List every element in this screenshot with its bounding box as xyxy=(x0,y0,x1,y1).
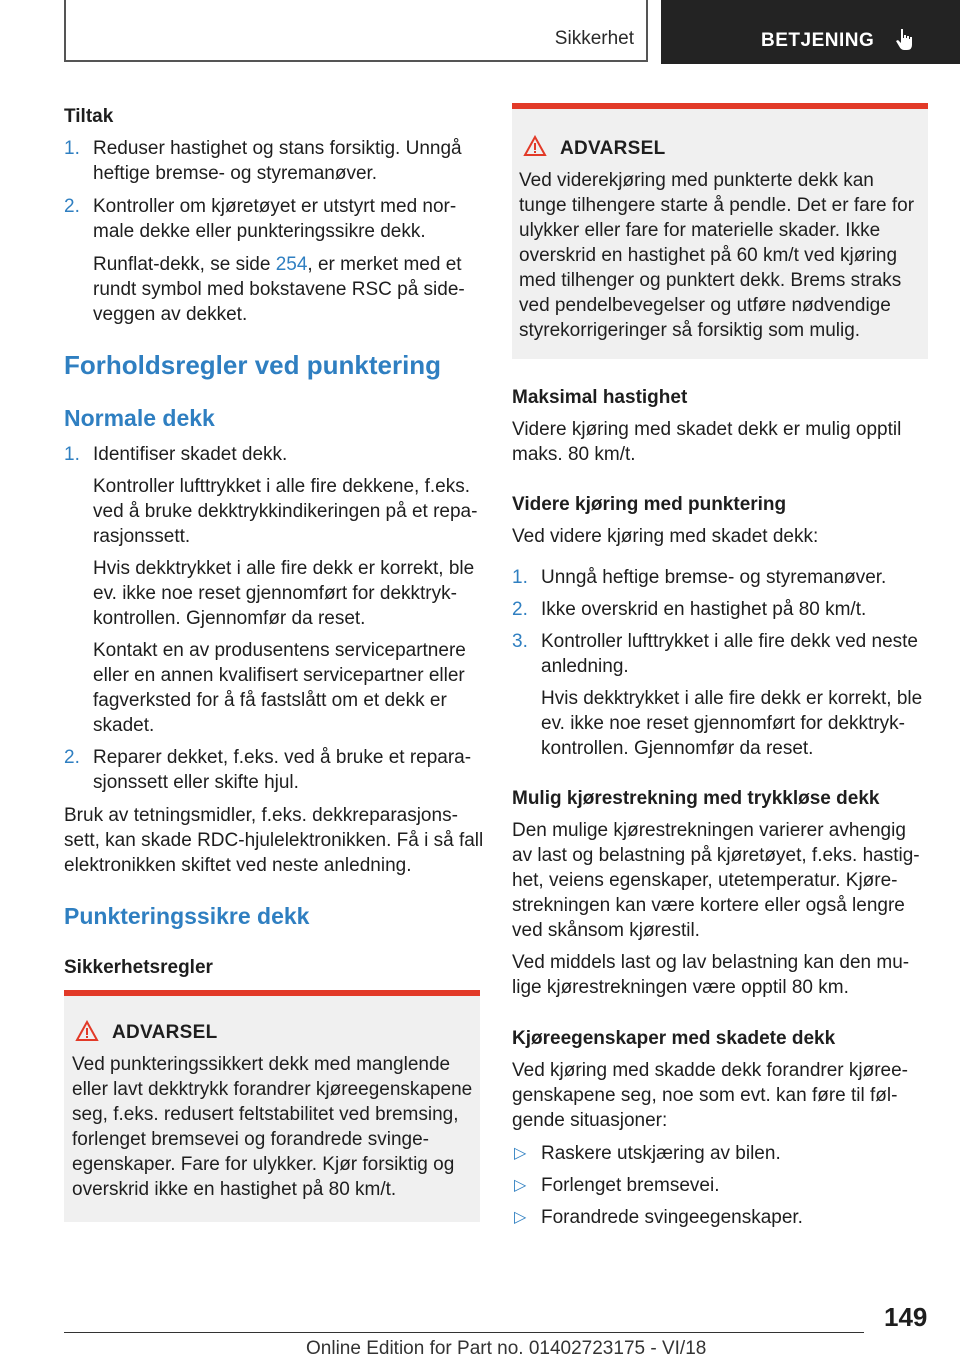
list-item-text: ved å bruke dekktrykkindikeringen på et repa- xyxy=(93,501,478,522)
footer-divider xyxy=(64,1332,864,1333)
warning-text: forlenget bremsevei og forandrede svinge- xyxy=(72,1129,429,1150)
list-item-text: eller en annen kvalifisert servicepartner eller xyxy=(93,665,465,686)
warning-text: ulykker eller fare for materielle skader. Ikke xyxy=(519,220,881,241)
warning-text: styrekorrigeringer så forsiktig som mulig. xyxy=(519,320,861,341)
warning-triangle-icon xyxy=(75,1020,99,1042)
paragraph-text: strekningen kan være kortere eller også lengre xyxy=(512,895,905,916)
videre-heading: Videre kjøring med punktering xyxy=(512,494,787,515)
maks-heading: Maksimal hastighet xyxy=(512,387,688,408)
warning-text: seg, f.eks. redusert feltstabilitet ved bremsing, xyxy=(72,1104,459,1125)
paragraph-text: maks. 80 km/t. xyxy=(512,444,636,465)
list-item-text: anledning. xyxy=(541,656,629,677)
warning-text: tunge tilhengere starte å pendle. Det er fare for xyxy=(519,195,915,216)
list-item-text: Kontroller lufttrykket i alle fire dekkene, f.eks. xyxy=(93,476,470,497)
paragraph-text: ved skånsom kjørestil. xyxy=(512,920,700,941)
warning-text: overskrid en hastighet på 60 km/t ved kjøring xyxy=(519,245,898,266)
warning-triangle-icon xyxy=(523,135,547,157)
list-number: 3. xyxy=(512,631,528,652)
list-item-text: heftige bremse- og styremanøver. xyxy=(93,163,378,184)
list-item-text: Ikke overskrid en hastighet på 80 km/t. xyxy=(541,599,867,620)
paragraph-text: gende situasjoner: xyxy=(512,1110,668,1131)
section-heading-punktering: Forholdsregler ved punktering xyxy=(64,350,442,380)
header-section-label: Sikkerhet xyxy=(554,28,634,49)
runflat-line: Runflat-dekk, se side 254, er merket med et xyxy=(93,254,462,275)
list-number: 1. xyxy=(512,567,528,588)
warning-text: Ved viderekjøring med punkterte dekk kan xyxy=(519,170,874,191)
bullet-triangle-icon: ▷ xyxy=(514,1177,527,1194)
warning-text: med tilhenger og punktert dekk. Brems straks xyxy=(519,270,902,291)
list-item: Forandrede svingeegenskaper. xyxy=(541,1207,803,1228)
warning-text: eller lavt dekktrykk forandrer kjøreegenskapene xyxy=(72,1079,473,1100)
paragraph-text: genskapene seg, noe som evt. kan føre til føl- xyxy=(512,1085,898,1106)
paragraph-text: lige kjørestrekningen være opptil 80 km. xyxy=(512,977,849,998)
paragraph-text: Ved kjøring med skadde dekk forandrer kjøree- xyxy=(512,1060,909,1081)
tiltak-heading: Tiltak xyxy=(64,106,114,127)
list-item-text: skadet. xyxy=(93,715,155,736)
list-item-text: ev. ikke noe reset gjennomført for dekktryk- xyxy=(541,713,905,734)
bullet-triangle-icon: ▷ xyxy=(514,1145,527,1162)
paragraph-text: het, veiens egenskaper, utetemperatur. Kjøre- xyxy=(512,870,898,891)
list-item: Raskere utskjæring av bilen. xyxy=(541,1143,781,1164)
subsection-heading-punkteringssikre: Punkteringssikre dekk xyxy=(64,903,310,929)
list-number: 2. xyxy=(64,747,80,768)
paragraph-text: Videre kjøring med skadet dekk er mulig opptil xyxy=(512,419,902,440)
list-item-text: kontrollen. Gjennomfør da reset. xyxy=(93,608,366,629)
list-item-text: kontrollen. Gjennomfør da reset. xyxy=(541,738,814,759)
footer-edition: Online Edition for Part no. 01402723175 - VI/18 xyxy=(306,1338,707,1359)
warning-text: ved pendelbevegelser og utføre nødvendige xyxy=(519,295,891,316)
list-item-text: sjonssett eller skifte hjul. xyxy=(93,772,299,793)
list-item-text: Kontroller om kjøretøyet er utstyrt med nor- xyxy=(93,196,457,217)
paragraph-text: elektronikken skiftet ved neste anledning. xyxy=(64,855,412,876)
warning-text: overskrid ikke en hastighet på 80 km/t. xyxy=(72,1179,397,1200)
page-number: 149 xyxy=(884,1302,928,1332)
list-item-text: Kontroller lufttrykket i alle fire dekk ved neste xyxy=(541,631,919,652)
runflat-text: rundt symbol med bokstavene RSC på side- xyxy=(93,279,465,300)
paragraph-text: Den mulige kjørestrekningen varierer avhengig xyxy=(512,820,906,841)
subsection-heading-normale-dekk: Normale dekk xyxy=(64,405,215,431)
list-item-text: male dekke eller punkteringssikre dekk. xyxy=(93,221,426,242)
warning-title: ADVARSEL xyxy=(560,138,666,159)
runflat-text: veggen av dekket. xyxy=(93,304,248,325)
paragraph-text: Ved videre kjøring med skadet dekk: xyxy=(512,526,819,547)
warning-title: ADVARSEL xyxy=(112,1022,218,1043)
list-item-text: Identifiser skadet dekk. xyxy=(93,444,288,465)
list-item-text: fagverksted for å få fastslått om et dekk er xyxy=(93,690,447,711)
sikkerhetsregler-heading: Sikkerhetsregler xyxy=(64,957,213,978)
list-item-text: Reparer dekket, f.eks. ved å bruke et repara- xyxy=(93,747,472,768)
warning-text: egenskaper. Fare for ulykker. Kjør forsiktig og xyxy=(72,1154,455,1175)
warning-text: Ved punkteringssikkert dekk med manglende xyxy=(72,1054,451,1075)
list-item-text: rasjonssett. xyxy=(93,526,191,547)
list-item-text: Hvis dekktrykket i alle fire dekk er korrekt, ble xyxy=(541,688,923,709)
hand-pointer-icon xyxy=(893,26,919,52)
paragraph-text: Ved middels last og lav belastning kan den mu- xyxy=(512,952,910,973)
paragraph-text: av last og belastning på kjøretøyet, f.eks. hastig- xyxy=(512,845,920,866)
list-item-text: Hvis dekktrykket i alle fire dekk er korrekt, ble xyxy=(93,558,475,579)
list-item-text: Reduser hastighet og stans forsiktig. Unngå xyxy=(93,138,462,159)
list-number: 1. xyxy=(64,444,80,465)
list-number: 1. xyxy=(64,138,80,159)
page-reference-link[interactable]: 254 xyxy=(275,254,308,275)
warning-box xyxy=(512,103,928,359)
header-chapter-label: BETJENING xyxy=(761,30,875,51)
header-section-box xyxy=(64,0,648,62)
paragraph-text: sett, kan skade RDC-hjulelektronikken. Få i så fall xyxy=(64,830,484,851)
list-item-text: Unngå heftige bremse- og styremanøver. xyxy=(541,567,887,588)
list-item: Forlenget bremsevei. xyxy=(541,1175,720,1196)
list-number: 2. xyxy=(64,196,80,217)
list-item-text: ev. ikke noe reset gjennomført for dekktryk- xyxy=(93,583,457,604)
mulig-heading: Mulig kjørestrekning med trykkløse dekk xyxy=(512,788,880,809)
paragraph-text: Bruk av tetningsmidler, f.eks. dekkreparasjons- xyxy=(64,805,458,826)
list-number: 2. xyxy=(512,599,528,620)
warning-box xyxy=(64,990,480,1222)
bullet-triangle-icon: ▷ xyxy=(514,1209,527,1226)
list-item-text: Kontakt en av produsentens servicepartnere xyxy=(93,640,466,661)
egenskaper-heading: Kjøreegenskaper med skadete dekk xyxy=(512,1028,836,1049)
